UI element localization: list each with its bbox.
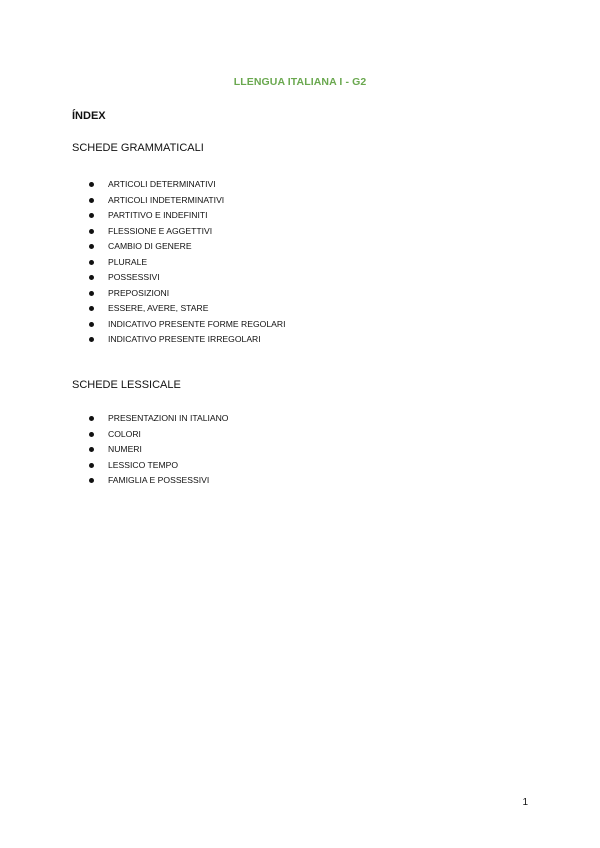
list-item-label: PREPOSIZIONI <box>108 287 170 298</box>
list-item <box>89 317 285 333</box>
section-heading-lessicale: SCHEDE LESSICALE <box>72 379 181 391</box>
list-item-label: NUMERI <box>108 444 142 454</box>
bullet-icon <box>89 306 94 311</box>
list-item <box>89 270 285 286</box>
list-item-label: PLURALE <box>108 256 148 267</box>
index-heading: ÍNDEX <box>72 110 106 122</box>
list-item <box>89 427 229 443</box>
bullet-icon <box>89 478 94 483</box>
list-item <box>89 193 285 209</box>
bullet-icon <box>89 260 94 265</box>
bullet-icon <box>89 463 94 468</box>
list-item-label: INDICATIVO PRESENTE IRREGOLARI <box>108 334 261 344</box>
list-item-label: COLORI <box>108 428 141 439</box>
section-heading-grammaticali: SCHEDE GRAMMATICALI <box>72 142 204 154</box>
bullet-icon <box>89 291 94 296</box>
list-item <box>89 301 285 317</box>
list-item <box>89 442 229 458</box>
bullet-icon <box>89 337 94 342</box>
list-item-label: LESSICO TEMPO <box>108 459 179 470</box>
bullet-icon <box>89 432 94 437</box>
list-item-label: FAMIGLIA E POSSESSIVI <box>108 475 210 485</box>
list-item <box>89 224 285 240</box>
list-item-label: PRESENTAZIONI IN ITALIANO <box>108 413 229 423</box>
grammar-list <box>89 177 285 348</box>
bullet-icon <box>89 182 94 187</box>
bullet-icon <box>89 229 94 234</box>
list-item <box>89 286 285 302</box>
bullet-icon <box>89 447 94 452</box>
list-item <box>89 239 285 255</box>
bullet-icon <box>89 275 94 280</box>
list-item-label: FLESSIONE E AGGETTIVI <box>108 225 213 236</box>
list-item <box>89 177 285 193</box>
list-item <box>89 411 229 427</box>
page-number: 1 <box>522 797 528 808</box>
bullet-icon <box>89 244 94 249</box>
list-item-label: ARTICOLI DETERMINATIVI <box>108 179 216 189</box>
page-title: LLENGUA ITALIANA I - G2 <box>233 76 367 88</box>
list-item <box>89 473 229 489</box>
list-item-label: CAMBIO DI GENERE <box>108 241 192 251</box>
list-item-label: INDICATIVO PRESENTE FORME REGOLARI <box>108 318 286 329</box>
list-item <box>89 332 285 348</box>
list-item <box>89 208 285 224</box>
list-item-label: PARTITIVO E INDEFINITI <box>108 210 208 220</box>
list-item-label: POSSESSIVI <box>108 272 160 282</box>
list-item <box>89 458 229 474</box>
list-item <box>89 255 285 271</box>
bullet-icon <box>89 416 94 421</box>
bullet-icon <box>89 198 94 203</box>
lexicon-list <box>89 411 229 489</box>
bullet-icon <box>89 322 94 327</box>
list-item-label: ARTICOLI INDETERMINATIVI <box>108 194 225 205</box>
bullet-icon <box>89 213 94 218</box>
list-item-label: ESSERE, AVERE, STARE <box>108 303 209 313</box>
